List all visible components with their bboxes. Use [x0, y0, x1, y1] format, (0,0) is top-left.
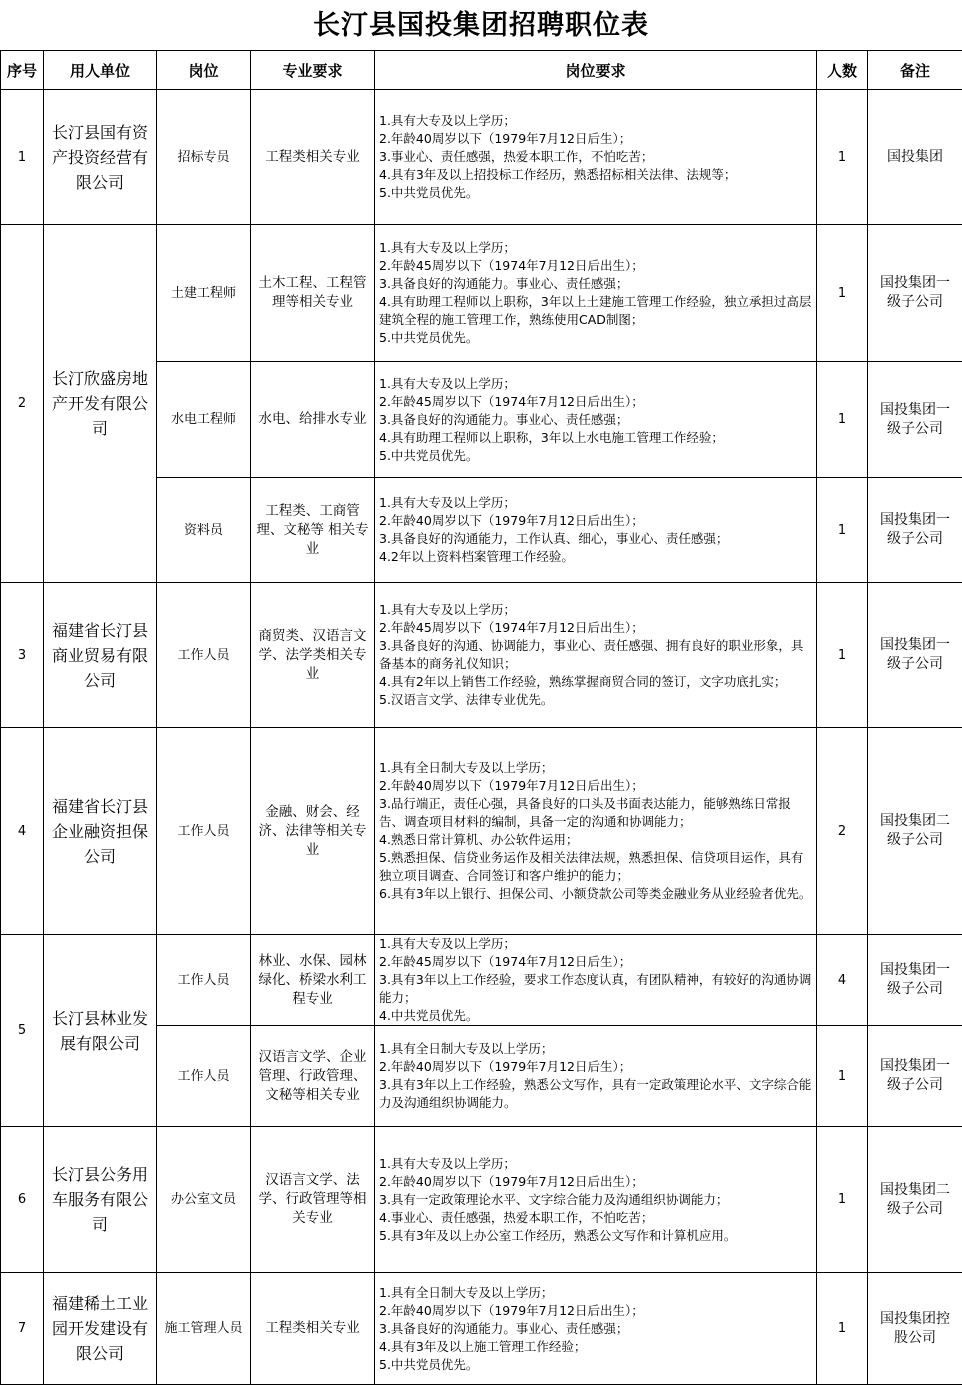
major-requirement: 工程类、工商管理、文秘等 相关专业	[251, 478, 375, 583]
requirement-line: 1.具有全日制大专及以上学历；	[379, 759, 812, 777]
requirement-line: 4.具有2年以上销售工作经验，熟练掌握商贸合同的签订，文字功底扎实；	[379, 673, 812, 691]
remark: 国投集团二级子公司	[868, 728, 962, 935]
requirement-line: 4.具有3年及以上施工管理工作经验；	[379, 1338, 812, 1356]
job-requirements	[375, 362, 817, 478]
employer-name: 长汀县林业发展有限公司	[44, 935, 157, 1127]
requirement-line: 1.具有全日制大专及以上学历；	[379, 1284, 812, 1302]
position-name: 资料员	[157, 478, 251, 583]
position-name: 施工管理人员	[157, 1273, 251, 1385]
headcount: 1	[817, 478, 868, 583]
headcount: 2	[817, 728, 868, 935]
requirement-line: 2.年龄45周岁以下（1974年7月12日后出生）；	[379, 257, 812, 275]
position-name: 招标专员	[157, 90, 251, 225]
remark: 国投集团一级子公司	[868, 583, 962, 728]
page-title: 长汀县国投集团招聘职位表	[0, 0, 962, 50]
job-table	[0, 50, 962, 1385]
requirement-line: 5.中共党员优先。	[379, 1356, 812, 1374]
requirement-line: 5.中共党员优先。	[379, 184, 812, 202]
headcount: 1	[817, 583, 868, 728]
requirement-line: 2.年龄45周岁以下（1974年7月12日后出生）；	[379, 619, 812, 637]
requirement-line: 2.年龄45周岁以下（1974年7月12日后生）；	[379, 953, 812, 971]
header-position: 岗位	[157, 51, 251, 90]
job-requirements	[375, 583, 817, 728]
requirement-line: 4.熟悉日常计算机、办公软件运用；	[379, 831, 812, 849]
table-row	[1, 225, 962, 362]
job-requirements	[375, 225, 817, 362]
remark: 国投集团控股公司	[868, 1273, 962, 1385]
requirement-line: 2.年龄40周岁以下（1979年7月12日后出生）；	[379, 1302, 812, 1320]
remark: 国投集团二级子公司	[868, 1127, 962, 1273]
requirement-line: 4.中共党员优先。	[379, 1007, 812, 1025]
employer-name: 长汀欣盛房地产开发有限公司	[44, 225, 157, 583]
employer-name: 长汀县公务用车服务有限公司	[44, 1127, 157, 1273]
header-no: 序号	[1, 51, 44, 90]
headcount: 4	[817, 935, 868, 1026]
remark: 国投集团	[868, 90, 962, 225]
position-name: 工作人员	[157, 935, 251, 1026]
requirement-line: 3.具有一定政策理论水平、文字综合能力及沟通组织协调能力；	[379, 1191, 812, 1209]
job-requirements	[375, 728, 817, 935]
table-row	[1, 728, 962, 935]
row-number: 7	[1, 1273, 44, 1385]
position-name: 工作人员	[157, 583, 251, 728]
remark: 国投集团一级子公司	[868, 1026, 962, 1127]
requirement-line: 3.具有3年以上工作经验，要求工作态度认真，有团队精神，有较好的沟通协调能力；	[379, 971, 812, 1007]
requirement-line: 2.年龄45周岁以下（1974年7月12日后出生）；	[379, 393, 812, 411]
position-name: 水电工程师	[157, 362, 251, 478]
major-requirement: 商贸类、汉语言文学、法学类相关专业	[251, 583, 375, 728]
table-row	[1, 1273, 962, 1385]
major-requirement: 工程类相关专业	[251, 1273, 375, 1385]
header-major: 专业要求	[251, 51, 375, 90]
row-number: 3	[1, 583, 44, 728]
job-requirements	[375, 935, 817, 1026]
requirement-line: 3.具备良好的沟通、协调能力，事业心、责任感强、拥有良好的职业形象，具备基本的商务礼仪知识；	[379, 637, 812, 673]
table-row	[1, 583, 962, 728]
major-requirement: 工程类相关专业	[251, 90, 375, 225]
table-row	[1, 935, 962, 1026]
job-requirements	[375, 1273, 817, 1385]
requirement-line: 4.2年以上资料档案管理工作经验。	[379, 548, 812, 566]
header-requirements: 岗位要求	[375, 51, 817, 90]
job-requirements	[375, 90, 817, 225]
requirement-line: 3.品行端正，责任心强，具备良好的口头及书面表达能力，能够熟练日常报告、调查项目材料的编制，具备一定的沟通和协调能力；	[379, 795, 812, 831]
requirement-line: 5.熟悉担保、信贷业务运作及相关法律法规，熟悉担保、信贷项目运作，具有独立项目调查、合同签订和客户维护的能力；	[379, 849, 812, 885]
requirement-line: 2.年龄40周岁以下（1979年7月12日后生）；	[379, 130, 812, 148]
headcount: 1	[817, 90, 868, 225]
requirement-line: 2.年龄40周岁以下（1979年7月12日后生）；	[379, 1058, 812, 1076]
requirement-line: 1.具有大专及以上学历；	[379, 112, 812, 130]
headcount: 1	[817, 225, 868, 362]
job-requirements	[375, 1026, 817, 1127]
headcount: 1	[817, 362, 868, 478]
requirement-line: 2.年龄40周岁以下（1979年7月12日后出生）；	[379, 512, 812, 530]
requirement-line: 4.具有助理工程师以上职称，3年以上土建施工管理工作经验，独立承担过高层建筑全程的施工管理工作，熟练使用CAD制图；	[379, 293, 812, 329]
major-requirement: 金融、财会、经济、法律等相关专业	[251, 728, 375, 935]
major-requirement: 汉语言文学、企业管理、行政管理、文秘等相关专业	[251, 1026, 375, 1127]
row-number: 4	[1, 728, 44, 935]
row-number: 2	[1, 225, 44, 583]
requirement-line: 5.中共党员优先。	[379, 329, 812, 347]
row-number: 1	[1, 90, 44, 225]
header-note: 备注	[868, 51, 962, 90]
job-requirements	[375, 478, 817, 583]
requirement-line: 1.具有全日制大专及以上学历；	[379, 1040, 812, 1058]
header-unit: 用人单位	[44, 51, 157, 90]
requirement-line: 4.具有3年及以上招投标工作经历，熟悉招标相关法律、法规等；	[379, 166, 812, 184]
remark: 国投集团一级子公司	[868, 362, 962, 478]
headcount: 1	[817, 1026, 868, 1127]
employer-name: 福建省长汀县企业融资担保公司	[44, 728, 157, 935]
employer-name: 福建省长汀县商业贸易有限公司	[44, 583, 157, 728]
requirement-line: 5.汉语言文学、法律专业优先。	[379, 691, 812, 709]
position-name: 办公室文员	[157, 1127, 251, 1273]
table-row	[1, 90, 962, 225]
remark: 国投集团一级子公司	[868, 478, 962, 583]
requirement-line: 3.具备良好的沟通能力。事业心、责任感强；	[379, 1320, 812, 1338]
employer-name: 福建稀土工业园开发建设有限公司	[44, 1273, 157, 1385]
headcount: 1	[817, 1127, 868, 1273]
requirement-line: 3.事业心、责任感强，热爱本职工作，不怕吃苦；	[379, 148, 812, 166]
requirement-line: 5.具有3年及以上办公室工作经历，熟悉公文写作和计算机应用。	[379, 1227, 812, 1245]
row-number: 6	[1, 1127, 44, 1273]
requirement-line: 3.具备良好的沟通能力。事业心、责任感强；	[379, 275, 812, 293]
header-row	[1, 51, 962, 90]
remark: 国投集团一级子公司	[868, 935, 962, 1026]
major-requirement: 土木工程、工程管理等相关专业	[251, 225, 375, 362]
employer-name: 长汀县国有资产投资经营有限公司	[44, 90, 157, 225]
requirement-line: 1.具有大专及以上学历；	[379, 239, 812, 257]
requirement-line: 4.事业心、责任感强，热爱本职工作，不怕吃苦；	[379, 1209, 812, 1227]
table-row	[1, 1127, 962, 1273]
requirement-line: 5.中共党员优先。	[379, 447, 812, 465]
remark: 国投集团一级子公司	[868, 225, 962, 362]
requirement-line: 3.具有3年以上工作经验，熟悉公文写作，具有一定政策理论水平、文字综合能力及沟通组织协调能力。	[379, 1076, 812, 1112]
requirement-line: 1.具有大专及以上学历；	[379, 1155, 812, 1173]
position-name: 土建工程师	[157, 225, 251, 362]
row-number: 5	[1, 935, 44, 1127]
major-requirement: 林业、水保、园林绿化、桥梁水利工程专业	[251, 935, 375, 1026]
requirement-line: 4.具有助理工程师以上职称，3年以上水电施工管理工作经验；	[379, 429, 812, 447]
requirement-line: 1.具有大专及以上学历；	[379, 601, 812, 619]
requirement-line: 3.具备良好的沟通能力，工作认真、细心，事业心、责任感强；	[379, 530, 812, 548]
requirement-line: 2.年龄40周岁以下（1979年7月12日后出生）；	[379, 777, 812, 795]
requirement-line: 2.年龄40周岁以下（1979年7月12日后出生）；	[379, 1173, 812, 1191]
position-name: 工作人员	[157, 1026, 251, 1127]
position-name: 工作人员	[157, 728, 251, 935]
requirement-line: 1.具有大专及以上学历；	[379, 494, 812, 512]
major-requirement: 水电、给排水专业	[251, 362, 375, 478]
header-count: 人数	[817, 51, 868, 90]
requirement-line: 1.具有大专及以上学历；	[379, 375, 812, 393]
headcount: 1	[817, 1273, 868, 1385]
job-requirements	[375, 1127, 817, 1273]
requirement-line: 3.具备良好的沟通能力。事业心、责任感强；	[379, 411, 812, 429]
requirement-line: 6.具有3年以上银行、担保公司、小额贷款公司等类金融业务从业经验者优先。	[379, 885, 812, 903]
major-requirement: 汉语言文学、法学、行政管理等相关专业	[251, 1127, 375, 1273]
requirement-line: 1.具有大专及以上学历；	[379, 935, 812, 953]
